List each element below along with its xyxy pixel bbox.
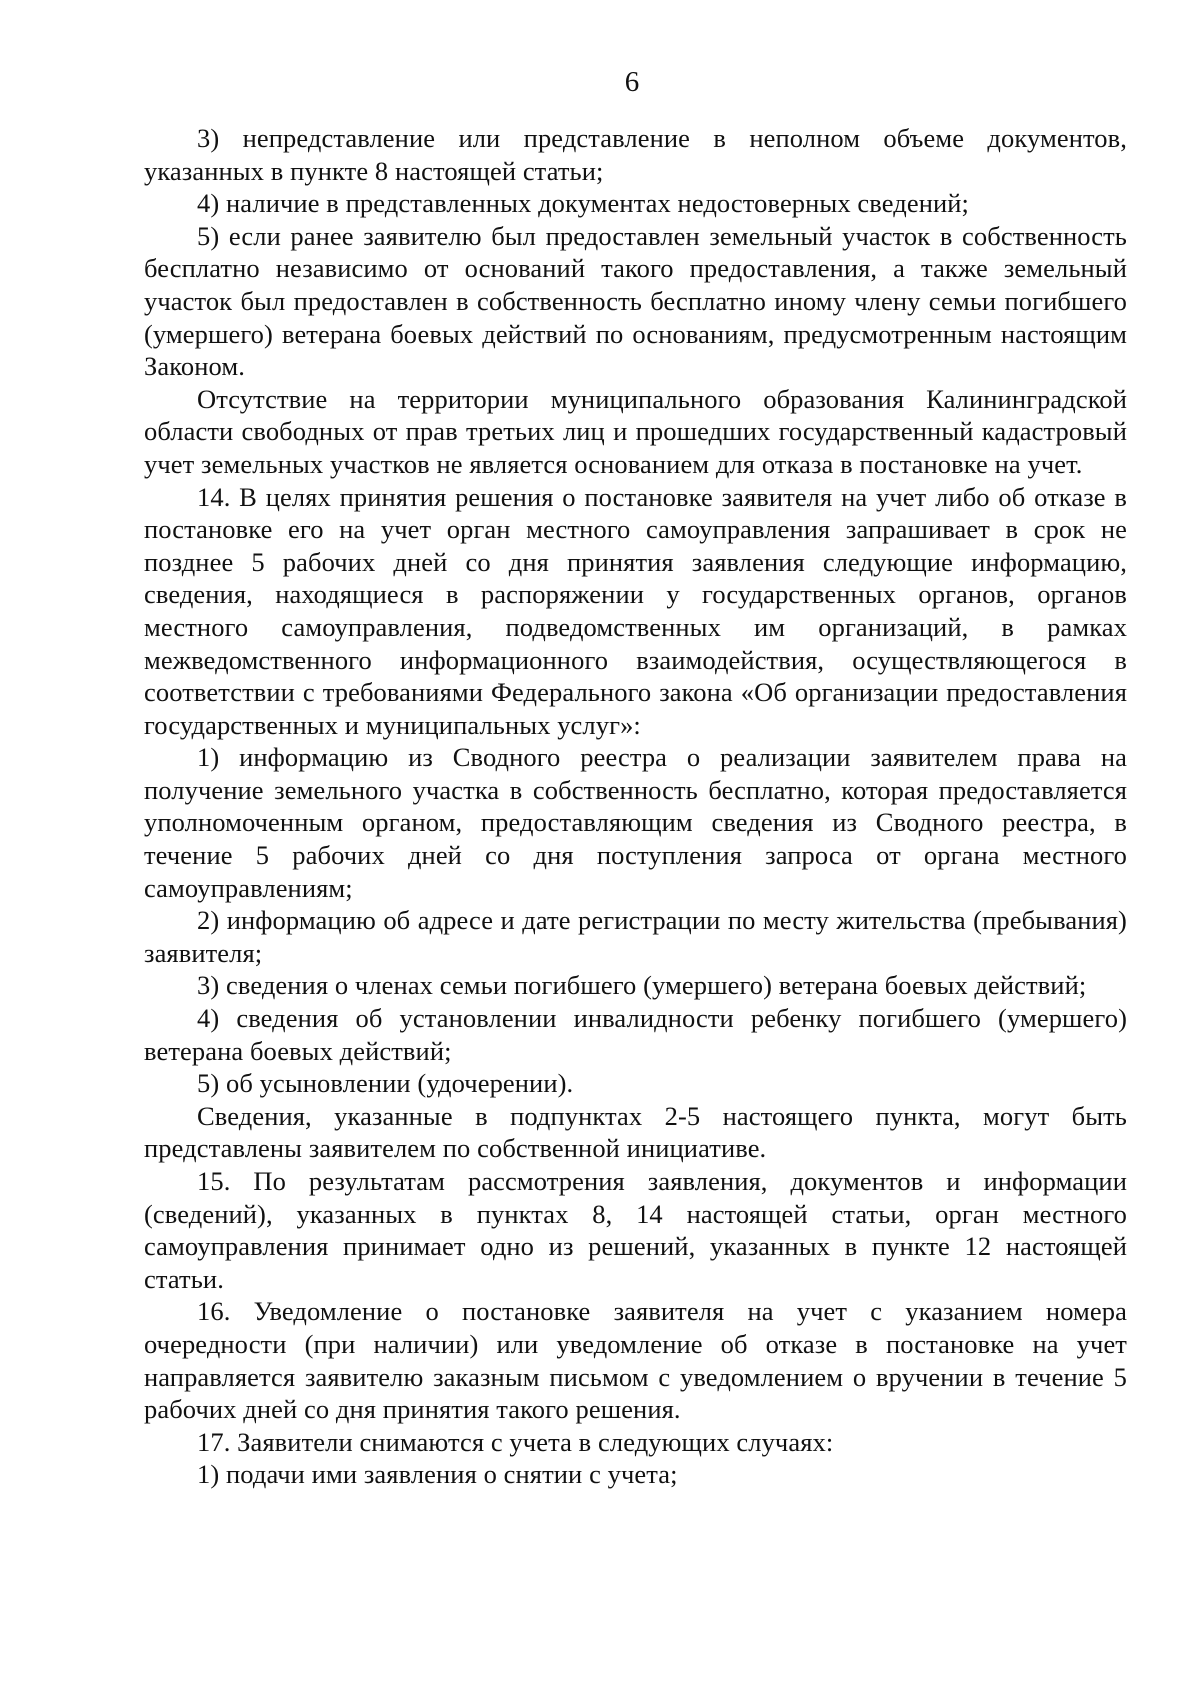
paragraph-14-item-1: 1) информацию из Сводного реестра о реализации заявителем права на получение земельного участка в собственность бесплатно, которая предоставляется уполномоченным органом, предоставляющим сведения из Сводного реестра, в течение 5 рабочих дней со дня поступления запроса от органа местного самоуправлениям; xyxy=(144,742,1127,903)
paragraph-15: 15. По результатам рассмотрения заявления, документов и информации (сведений), указанных в пунктах 8, 14 настоящей статьи, орган местного самоуправления принимает одно из решений, указанных в пункте 12 настоящей статьи. xyxy=(144,1166,1127,1294)
paragraph-17-item-1: 1) подачи ими заявления о снятии с учета; xyxy=(197,1459,678,1490)
paragraph-14-item-3: 3) сведения о членах семьи погибшего (умершего) ветерана боевых действий; xyxy=(197,970,1087,1001)
paragraph-14-item-4: 4) сведения об установлении инвалидности ребенку погибшего (умершего) ветерана боевых действий; xyxy=(144,1003,1127,1066)
paragraph-item-5: 5) если ранее заявителю был предоставлен земельный участок в собственность бесплатно независимо от оснований такого предоставления, а также земельный участок был предоставлен в собственность бесплатно иному члену семьи погибшего (умершего) ветерана боевых действий по основаниям, предусмотренным настоящим Законом. xyxy=(144,220,1127,382)
paragraph-16: 16. Уведомление о постановке заявителя на учет с указанием номера очередности (при наличии) или уведомление об отказе в постановке на учет направляется заявителю заказным письмом с уведомлением о вручении в течение 5 рабочих дней со дня принятия такого решения. xyxy=(144,1296,1127,1425)
paragraph-item-3: 3) непредставление или представление в неполном объеме документов, указанных в пункте 8 настоящей статьи; xyxy=(144,123,1127,186)
paragraph-14-item-5: 5) об усыновлении (удочерении). xyxy=(197,1068,574,1099)
document-body xyxy=(144,122,1127,1491)
page-number: 6 xyxy=(624,66,640,98)
paragraph-14: 14. В целях принятия решения о постановке заявителя на учет либо об отказе в постановке его на учет орган местного самоуправления запрашивает в срок не позднее 5 рабочих дней со дня принятия заявления следующие информацию, сведения, находящиеся в распоряжении у государственных органов, органов местного самоуправления, подведомственных им организаций, в рамках межведомственного информационного взаимодействия, осуществляющегося в соответствии с требованиями Федерального закона «Об организации предоставления государственных и муниципальных услуг»: xyxy=(144,481,1127,740)
paragraph-note-territory: Отсутствие на территории муниципального образования Калининградской области свободных от прав третьих лиц и прошедших государственный кадастровый учет земельных участков не является основанием для отказа в постановке на учет. xyxy=(144,383,1127,479)
paragraph-item-4: 4) наличие в представленных документах недостоверных сведений; xyxy=(197,188,969,219)
paragraph-14-note: Сведения, указанные в подпунктах 2-5 настоящего пункта, могут быть представлены заявителем по собственной инициативе. xyxy=(144,1100,1127,1164)
paragraph-17: 17. Заявители снимаются с учета в следующих случаях: xyxy=(197,1426,834,1457)
paragraph-14-item-2: 2) информацию об адресе и дате регистрации по месту жительства (пребывания) заявителя; xyxy=(144,905,1127,968)
